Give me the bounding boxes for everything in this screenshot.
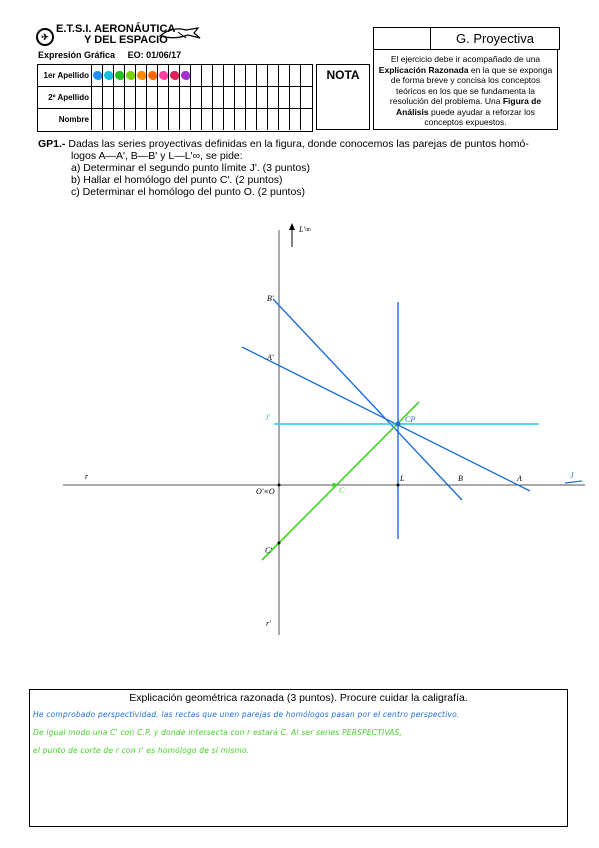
label-o-prime-o: O'≡O [256,487,275,496]
name-cell[interactable] [279,87,290,108]
name-cell[interactable] [202,87,213,108]
explanation-line2: De igual modo una C' con C.P. y donde intersecta con r estará C. Al ser series PERSPECTIVAS, [33,728,403,737]
name-cell[interactable] [202,65,213,86]
name-cell[interactable] [92,87,103,108]
instructions-note [373,49,558,130]
name-field-label: Nombre [38,109,92,130]
name-cell[interactable] [169,65,180,86]
school-name-line2: Y DEL ESPACIO [84,34,168,46]
name-row-nombre [38,109,312,130]
name-cell[interactable] [125,109,136,130]
instructions-text: El ejercicio debe ir acompañado de una [390,54,541,64]
problem-item-c: c) Determinar el homólogo del punto O. (2 puntos) [71,186,306,198]
name-cell[interactable] [290,87,301,108]
name-field-label: 1er Apellido [38,65,92,86]
name-cell[interactable] [169,109,180,130]
name-cell[interactable] [180,109,191,130]
name-cell[interactable] [235,87,246,108]
label-b-prime: B' [267,294,274,303]
line-aa-prime [242,347,530,491]
school-name: E.T.S.I. AERONÁUTICA [56,23,176,35]
point-cp [396,422,401,427]
section-code-box [373,27,431,50]
label-l: L [400,474,405,483]
name-cell[interactable] [125,65,136,86]
explanation-line1: He comprobado perspectividad. las rectas que unen parejas de homólogos pasan por el centro perspectivo. [33,710,460,719]
name-cell[interactable] [246,109,257,130]
name-cells[interactable] [92,65,301,86]
name-cell[interactable] [191,109,202,130]
name-cells[interactable] [92,109,301,130]
nota-box [316,64,370,130]
label-a: A [517,474,522,483]
point-o [278,484,281,487]
name-row-apellido2 [38,87,312,109]
name-cell[interactable] [103,109,114,130]
name-cell[interactable] [180,65,191,86]
name-cell[interactable] [191,65,202,86]
name-cell[interactable] [125,87,136,108]
exam-line [38,50,181,60]
name-cells[interactable] [92,87,301,108]
subject-label: Expresión Gráfica [38,50,116,60]
name-cell[interactable] [290,65,301,86]
name-cell[interactable] [257,87,268,108]
name-cell[interactable] [268,65,279,86]
label-j: J [570,471,574,480]
label-c-prime: C' [265,546,273,555]
airplane-logo-icon [158,24,202,42]
name-cell[interactable] [103,65,114,86]
j-arrow-line [565,481,582,483]
name-grid [37,64,313,132]
line-bb-prime [273,299,462,500]
name-cell[interactable] [92,65,103,86]
point-c-prime [278,542,281,545]
problem-statement [38,138,568,198]
label-b: B [458,474,463,483]
name-cell[interactable] [268,109,279,130]
name-cell[interactable] [235,65,246,86]
instructions-text: puede ayudar a reforzar los conceptos expuestos. [424,106,535,127]
name-cell[interactable] [92,109,103,130]
l-inf-arrow-icon [289,223,295,230]
name-cell[interactable] [246,87,257,108]
name-cell[interactable] [169,87,180,108]
label-r: r [85,472,89,481]
name-cell[interactable] [147,87,158,108]
color-mark [137,71,146,80]
name-cell[interactable] [180,87,191,108]
color-mark [104,71,113,80]
name-field-label: 2º Apellido [38,87,92,108]
name-cell[interactable] [158,87,169,108]
line-c-prime [262,402,419,560]
problem-item-a: a) Determinar el segundo punto límite J'. (3 puntos) [71,162,310,174]
name-cell[interactable] [224,87,235,108]
exam-code: EO: 01/06/17 [127,50,182,60]
color-mark [93,71,102,80]
name-cell[interactable] [147,109,158,130]
problem-item-b: b) Hallar el homólogo del punto C'. (2 puntos) [71,174,283,186]
name-cell[interactable] [213,109,224,130]
name-cell[interactable] [136,109,147,130]
nota-label: NOTA [326,68,360,82]
name-cell[interactable] [257,109,268,130]
school-logo: ✈ [36,28,54,46]
name-cell[interactable] [257,65,268,86]
explanation-line3: el punto de corte de r con r' es homólogo de sí mismo. [33,746,250,755]
name-cell[interactable] [224,109,235,130]
name-cell[interactable] [279,65,290,86]
section-title: G. Proyectiva [430,27,560,50]
name-cell[interactable] [147,65,158,86]
color-mark [170,71,179,80]
instructions-highlight: Figura de Análisis [396,96,542,117]
name-cell[interactable] [114,87,125,108]
color-mark [159,71,168,80]
name-cell[interactable] [191,87,202,108]
name-cell[interactable] [279,109,290,130]
instructions-highlight: Explicación Razonada [378,64,469,75]
point-c [332,483,336,487]
name-cell[interactable] [136,65,147,86]
problem-line1: Dadas las series proyectivas definidas en la figura, donde conocemos las parejas de puntos homó- [68,138,529,150]
name-cell[interactable] [103,87,114,108]
instructions-text: en la que se exponga de forma breve y concisa los conceptos teóricos en los que se fundamenta la resolución del problema. Una [389,64,553,106]
name-cell[interactable] [268,87,279,108]
problem-id: GP1.- [38,138,66,150]
name-cell[interactable] [114,65,125,86]
label-j-prime: J' [265,413,271,422]
explanation-title: Explicación geométrica razonada (3 puntos). Procure cuidar la caligrafía. [129,692,468,704]
name-row-apellido1 [38,65,312,87]
projective-figure [0,215,599,660]
label-r-prime: r' [266,619,271,628]
label-cp: CP [405,415,416,424]
label-l-inf: L'∞ [299,225,311,234]
name-cell[interactable] [290,109,301,130]
point-l [397,484,400,487]
name-cell[interactable] [158,65,169,86]
color-mark [148,71,157,80]
name-cell[interactable] [213,65,224,86]
name-cell[interactable] [224,65,235,86]
name-cell[interactable] [136,87,147,108]
label-c: C [339,486,345,495]
name-cell[interactable] [246,65,257,86]
color-mark [126,71,135,80]
problem-line2: logos A—A', B—B' y L—L'∞, se pide: [71,150,243,162]
name-cell[interactable] [158,109,169,130]
name-cell[interactable] [213,87,224,108]
label-a-prime: A' [267,353,274,362]
color-mark [181,71,190,80]
color-mark [115,71,124,80]
name-cell[interactable] [202,109,213,130]
name-cell[interactable] [235,109,246,130]
name-cell[interactable] [114,109,125,130]
